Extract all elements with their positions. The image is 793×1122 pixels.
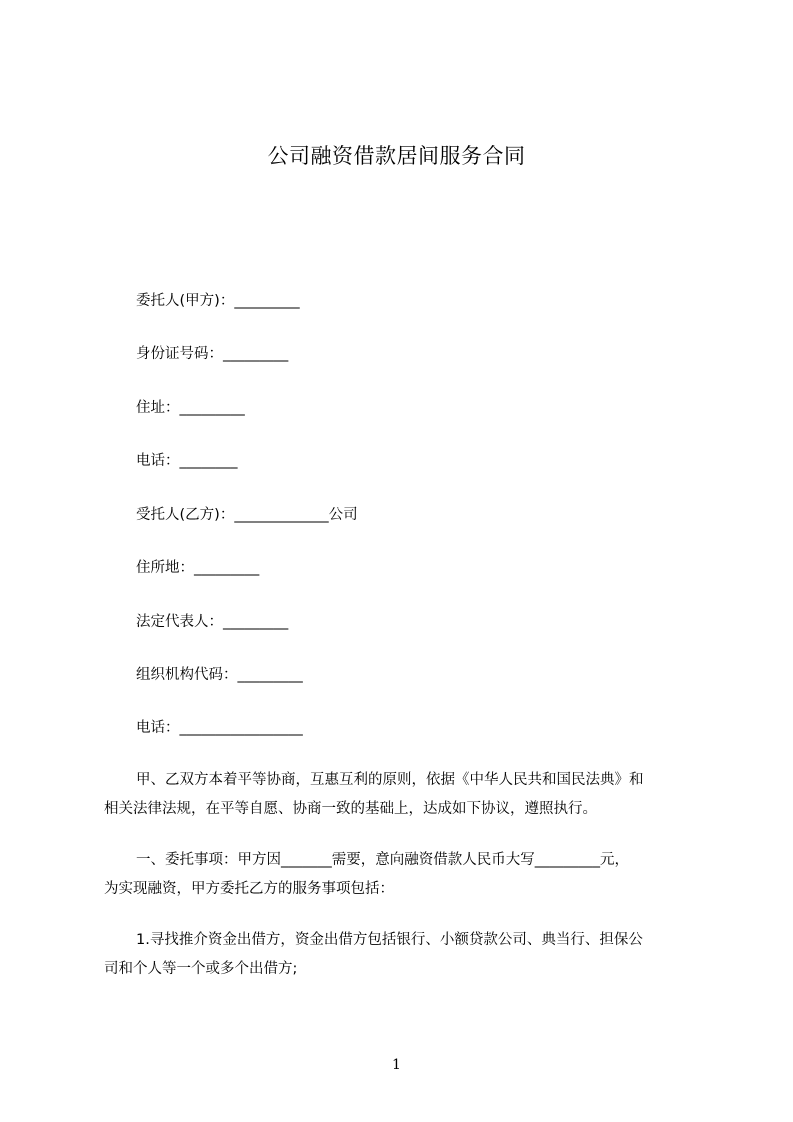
party-b-field: 受托人(乙方)：_____________公司 — [136, 507, 358, 523]
page-number: 1 — [392, 1057, 401, 1073]
legal-representative-field: 法定代表人：_________ — [136, 614, 289, 630]
id-number-field: 身份证号码：_________ — [136, 346, 289, 362]
party-a-field: 委托人(甲方)：_________ — [136, 293, 300, 309]
domicile-field: 住所地：_________ — [136, 560, 260, 576]
address-field: 住址：_________ — [136, 400, 245, 416]
item-1-line-2: 司和个人等一个或多个出借方; — [104, 961, 298, 977]
intro-line-1: 甲、乙双方本着平等协商，互惠互利的原则，依据《中华人民共和国民法典》和 — [136, 772, 644, 788]
intro-line-2: 相关法律法规，在平等自愿、协商一致的基础上，达成如下协议，遵照执行。 — [104, 801, 597, 817]
item-1-line-1: 1.寻找推介资金出借方，资金出借方包括银行、小额贷款公司、典当行、担保公 — [136, 932, 643, 948]
phone-a-field: 电话：________ — [136, 453, 238, 469]
organization-code-field: 组织机构代码：_________ — [136, 667, 303, 683]
clause-1-line-2: 为实现融资，甲方委托乙方的服务事项包括： — [104, 881, 394, 897]
clause-1-paragraph — [104, 846, 696, 904]
clause-1-line-1: 一、委托事项：甲方因_______需要，意向融资借款人民币大写_________元， — [136, 852, 629, 868]
intro-paragraph — [104, 766, 696, 824]
item-1-paragraph — [104, 926, 696, 984]
document-title: 公司融资借款居间服务合同 — [267, 144, 526, 168]
phone-b-field: 电话：_________________ — [136, 720, 303, 736]
